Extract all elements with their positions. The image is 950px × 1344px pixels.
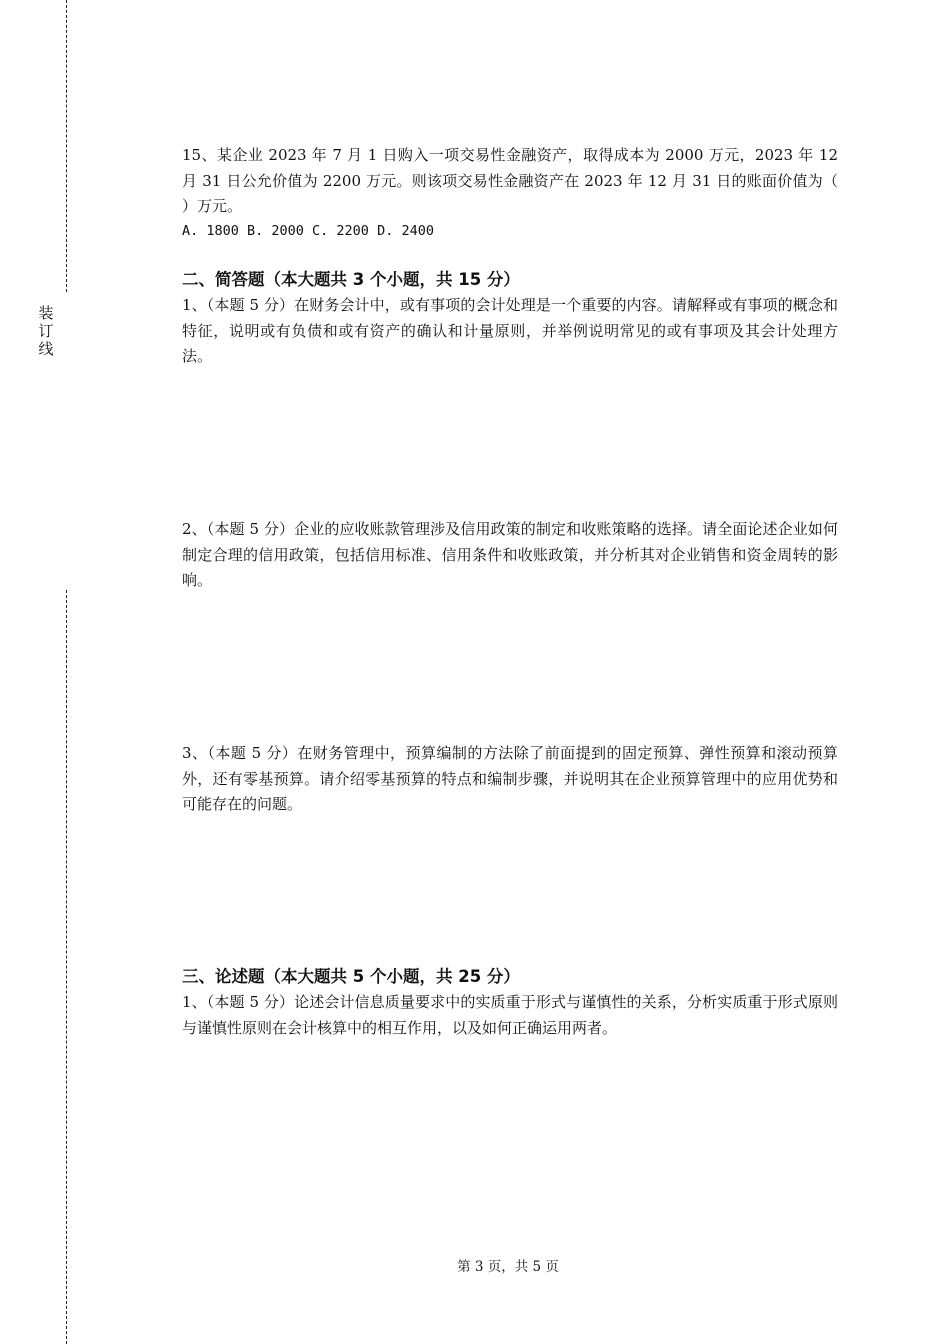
binding-line-top [66,0,67,292]
question-15-options: A. 1800 B. 2000 C. 2200 D. 2400 [182,222,434,239]
section-2-question-2 [182,517,838,594]
section-3-heading: 三、论述题（本大题共 5 个小题，共 25 分） [182,967,520,986]
section-3-heading-block [182,965,838,989]
section-2-question-3 [182,741,838,818]
binding-line-bottom [66,590,67,1344]
section-2-heading: 二、简答题（本大题共 3 个小题，共 15 分） [182,270,520,289]
question-text: 1、（本题 5 分）论述会计信息质量要求中的实质重于形式与谨慎性的关系，分析实质重于形式原则与谨慎性原则在会计核算中的相互作用，以及如何正确运用两者。 [182,993,838,1037]
section-2-question-1 [182,293,838,370]
binding-line-label: 装订线 [38,304,54,358]
question-15 [182,143,838,241]
question-15-text: 15、某企业 2023 年 7 月 1 日购入一项交易性金融资产，取得成本为 2000 万元，2023 年 12 月 31 日公允价值为 2200 万元。则该项交易性金融资产在 2023 年 12 月 31 日的账面价值为（ ）万元。 [182,146,838,215]
question-text: 2、（本题 5 分）企业的应收账款管理涉及信用政策的制定和收账策略的选择。请全面论述企业如何制定合理的信用政策，包括信用标准、信用条件和收账政策，并分析其对企业销售和资金周转的影响。 [182,520,838,589]
section-2-heading-block [182,268,838,292]
page-number-footer: 第 3 页，共 5 页 [457,1259,559,1275]
question-text: 1、（本题 5 分）在财务会计中，或有事项的会计处理是一个重要的内容。请解释或有事项的概念和特征，说明或有负债和或有资产的确认和计量原则，并举例说明常见的或有事项及其会计处理方法。 [182,296,838,365]
section-3-question-1 [182,990,838,1041]
question-text: 3、（本题 5 分）在财务管理中，预算编制的方法除了前面提到的固定预算、弹性预算和滚动预算外，还有零基预算。请介绍零基预算的特点和编制步骤，并说明其在企业预算管理中的应用优势和可能存在的问题。 [182,744,838,813]
